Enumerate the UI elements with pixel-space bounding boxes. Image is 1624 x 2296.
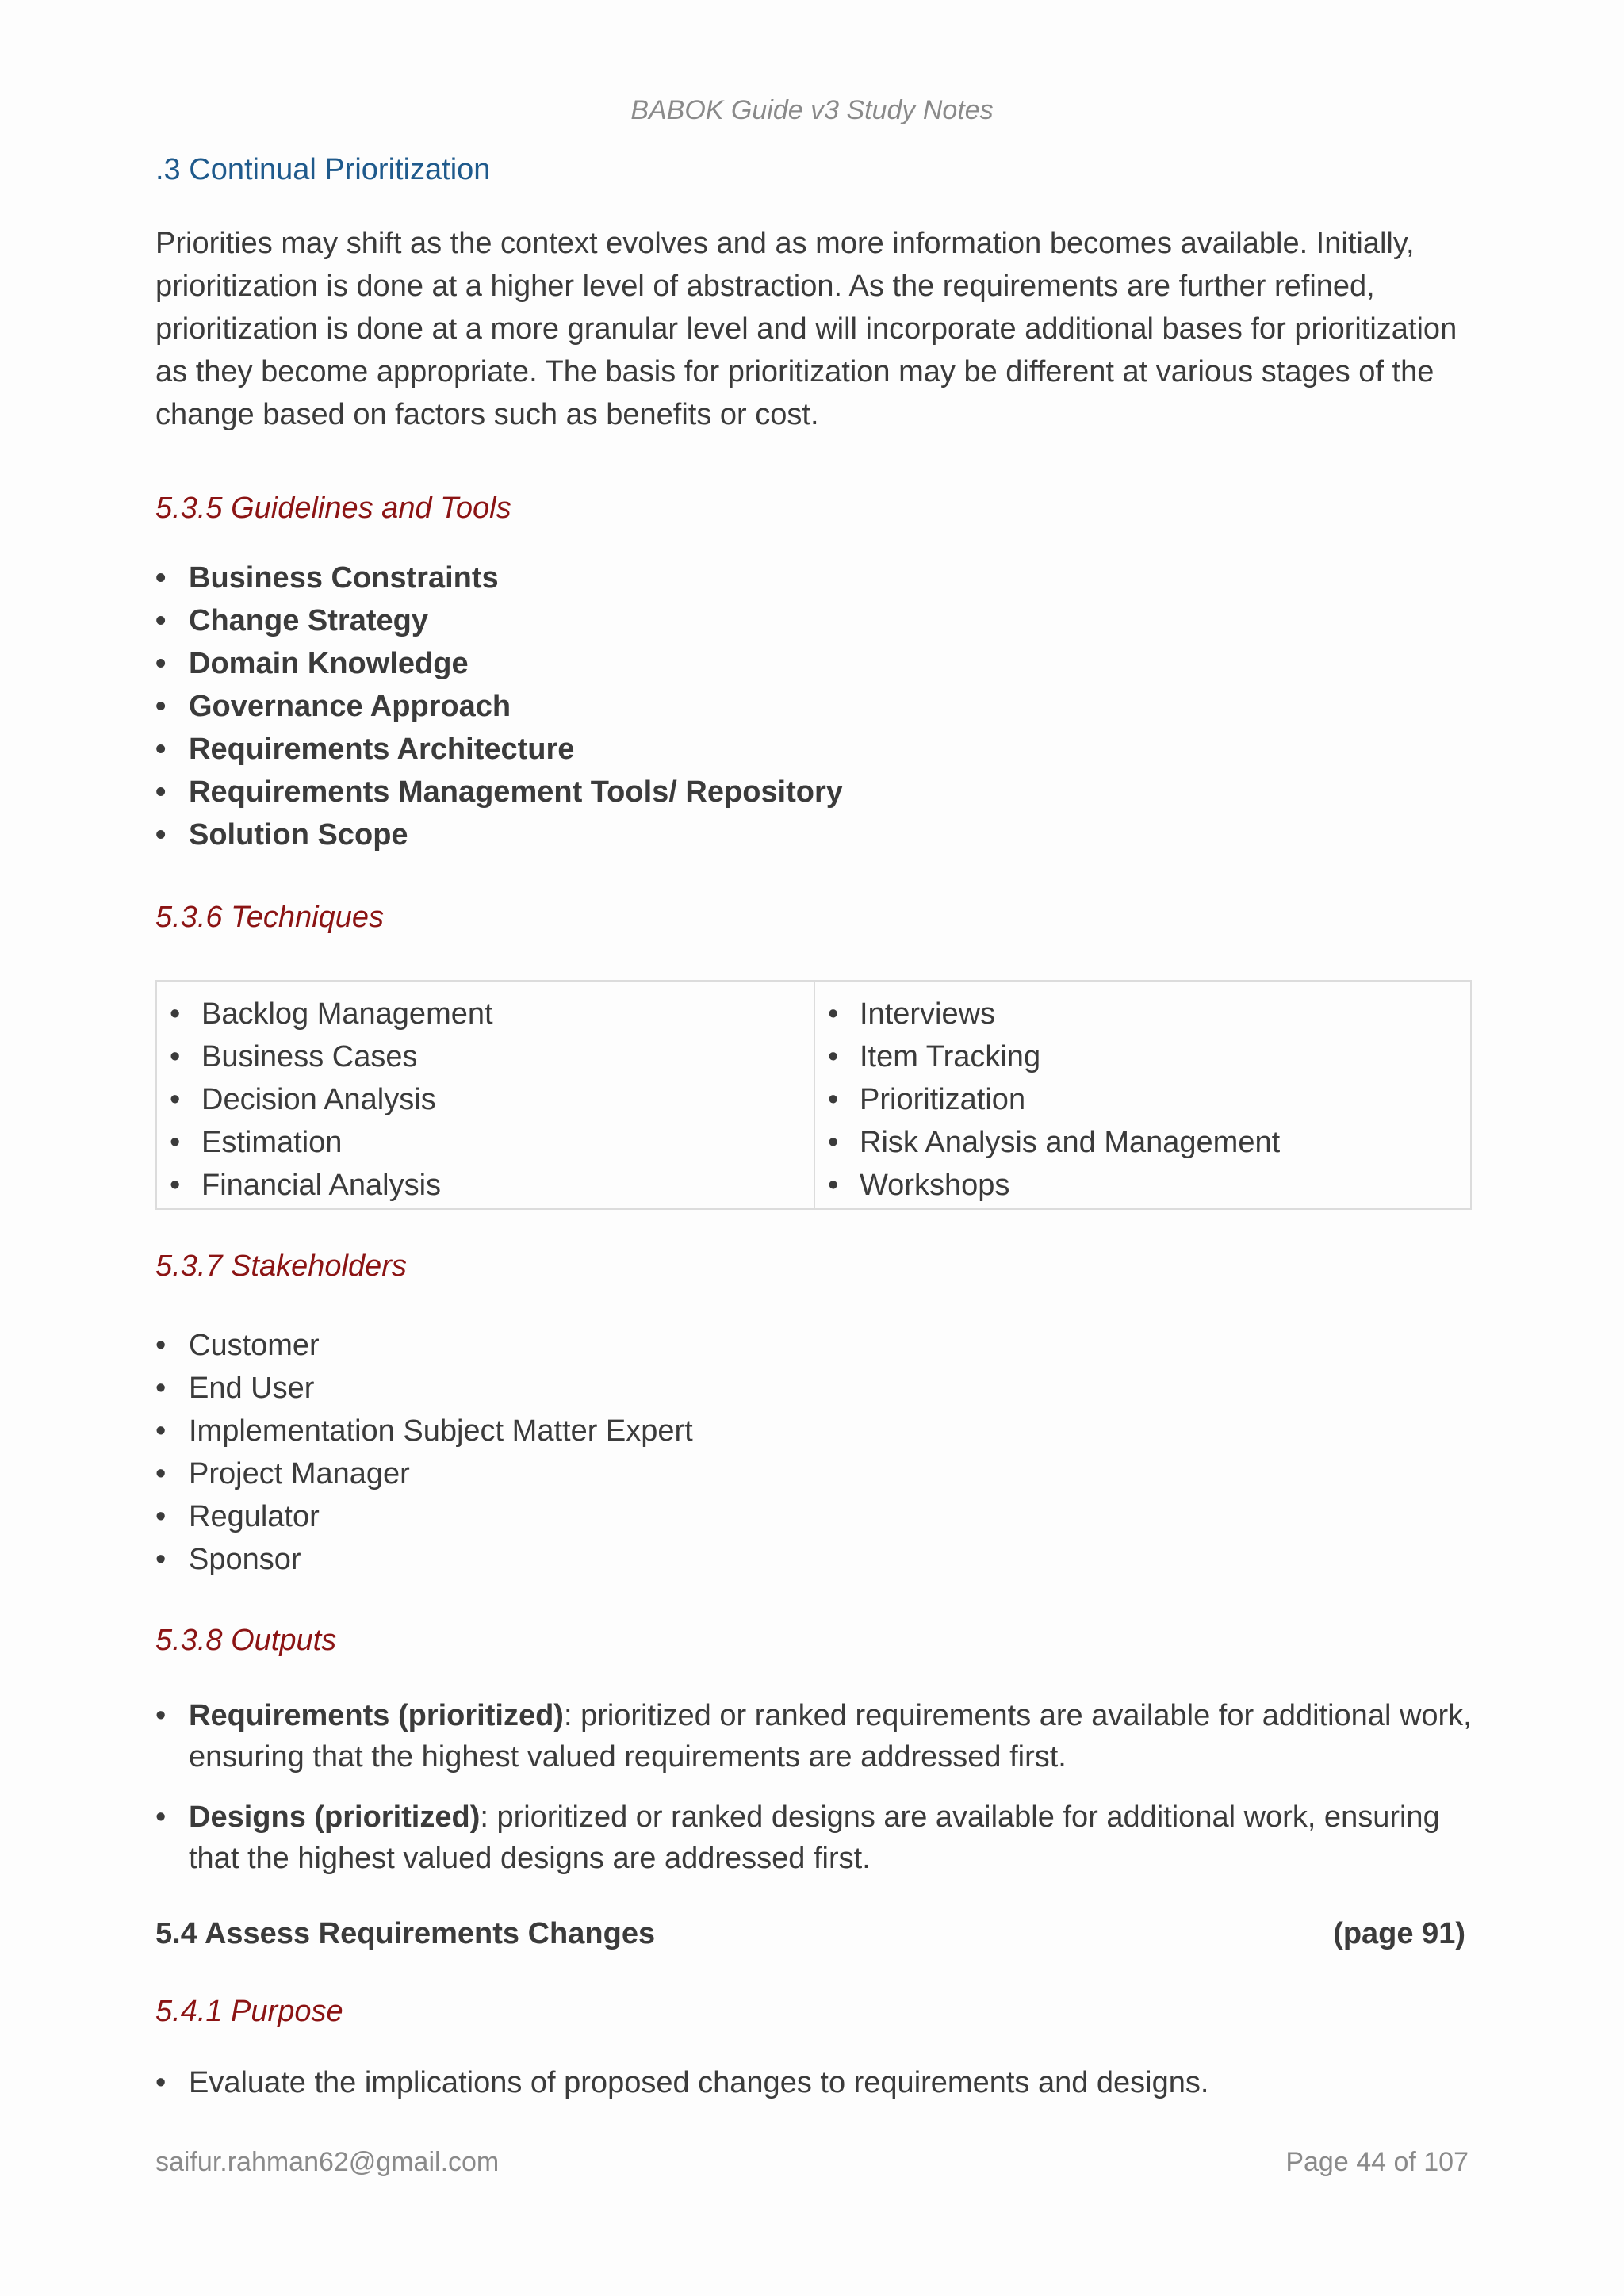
outputs-list [155, 1695, 1480, 1898]
section-title-row [155, 1917, 1465, 1951]
list-item: • Business Cases [170, 1035, 814, 1078]
stakeholders-heading: 5.3.7 Stakeholders [155, 1249, 407, 1283]
techniques-table [155, 980, 1472, 1210]
list-item: • End User [155, 1367, 693, 1410]
list-item: • Financial Analysis [170, 1164, 814, 1207]
list-item: • Regulator [155, 1495, 693, 1538]
purpose-heading: 5.4.1 Purpose [155, 1995, 343, 2028]
list-item [155, 1797, 1480, 1879]
list-item: • Implementation Subject Matter Expert [155, 1410, 693, 1452]
list-item: • Estimation [170, 1121, 814, 1164]
output-description: : prioritized or ranked designs are available for additional work, ensuring that the highest valued designs are addressed first. [189, 1800, 1440, 1875]
list-item: • Workshops [828, 1164, 1470, 1207]
techniques-heading: 5.3.6 Techniques [155, 901, 385, 934]
list-item: • Domain Knowledge [155, 642, 843, 685]
section-title: 5.4 Assess Requirements Changes [155, 1917, 656, 1950]
list-item: • Requirements Management Tools/ Repository [155, 771, 843, 813]
output-term: Designs (prioritized) [189, 1800, 481, 1834]
list-item: • Interviews [828, 993, 1470, 1035]
list-item: • Solution Scope [155, 813, 843, 856]
list-item: • Requirements Architecture [155, 728, 843, 771]
page-reference: (page 91) [1333, 1917, 1465, 1950]
continual-prioritization-heading: .3 Continual Prioritization [155, 153, 491, 186]
list-item: • Backlog Management [170, 993, 814, 1035]
list-item: • Change Strategy [155, 599, 843, 642]
list-item: • Customer [155, 1324, 693, 1367]
guidelines-heading: 5.3.5 Guidelines and Tools [155, 492, 511, 525]
guidelines-list [155, 557, 843, 856]
list-item: • Decision Analysis [170, 1078, 814, 1121]
list-item: • Project Manager [155, 1452, 693, 1495]
list-item: • Business Constraints [155, 557, 843, 599]
footer-email: saifur.rahman62@gmail.com [155, 2147, 500, 2177]
footer-page-number: Page 44 of 107 [1285, 2147, 1469, 2177]
list-item: • Evaluate the implications of proposed changes to requirements and designs. [155, 2061, 1208, 2104]
list-item: • Item Tracking [828, 1035, 1470, 1078]
output-term: Requirements (prioritized) [189, 1699, 564, 1732]
running-header: BABOK Guide v3 Study Notes [630, 95, 994, 125]
list-item: • Risk Analysis and Management [828, 1121, 1470, 1164]
purpose-list [155, 2061, 1208, 2104]
stakeholders-list [155, 1324, 693, 1581]
list-item: • Sponsor [155, 1538, 693, 1581]
list-item [155, 1695, 1480, 1777]
list-item: • Prioritization [828, 1078, 1470, 1121]
outputs-heading: 5.3.8 Outputs [155, 1624, 337, 1657]
techniques-left-column [157, 982, 814, 1208]
techniques-right-column [814, 982, 1470, 1208]
list-item: • Governance Approach [155, 685, 843, 728]
output-description: : prioritized or ranked requirements are available for additional work, ensuring that the highest valued requirements are addressed first. [189, 1699, 1472, 1774]
continual-prioritization-paragraph: Priorities may shift as the context evolves and as more information becomes available. Initially, prioritization is done at a higher level of abstraction. As the requirements are further refined, prioritization is done at a more granular level and will incorporate additional bases for prioritization as they become appropriate. The basis for prioritization may be different at various stages of the change based on factors such as benefits or cost. [155, 227, 1457, 431]
